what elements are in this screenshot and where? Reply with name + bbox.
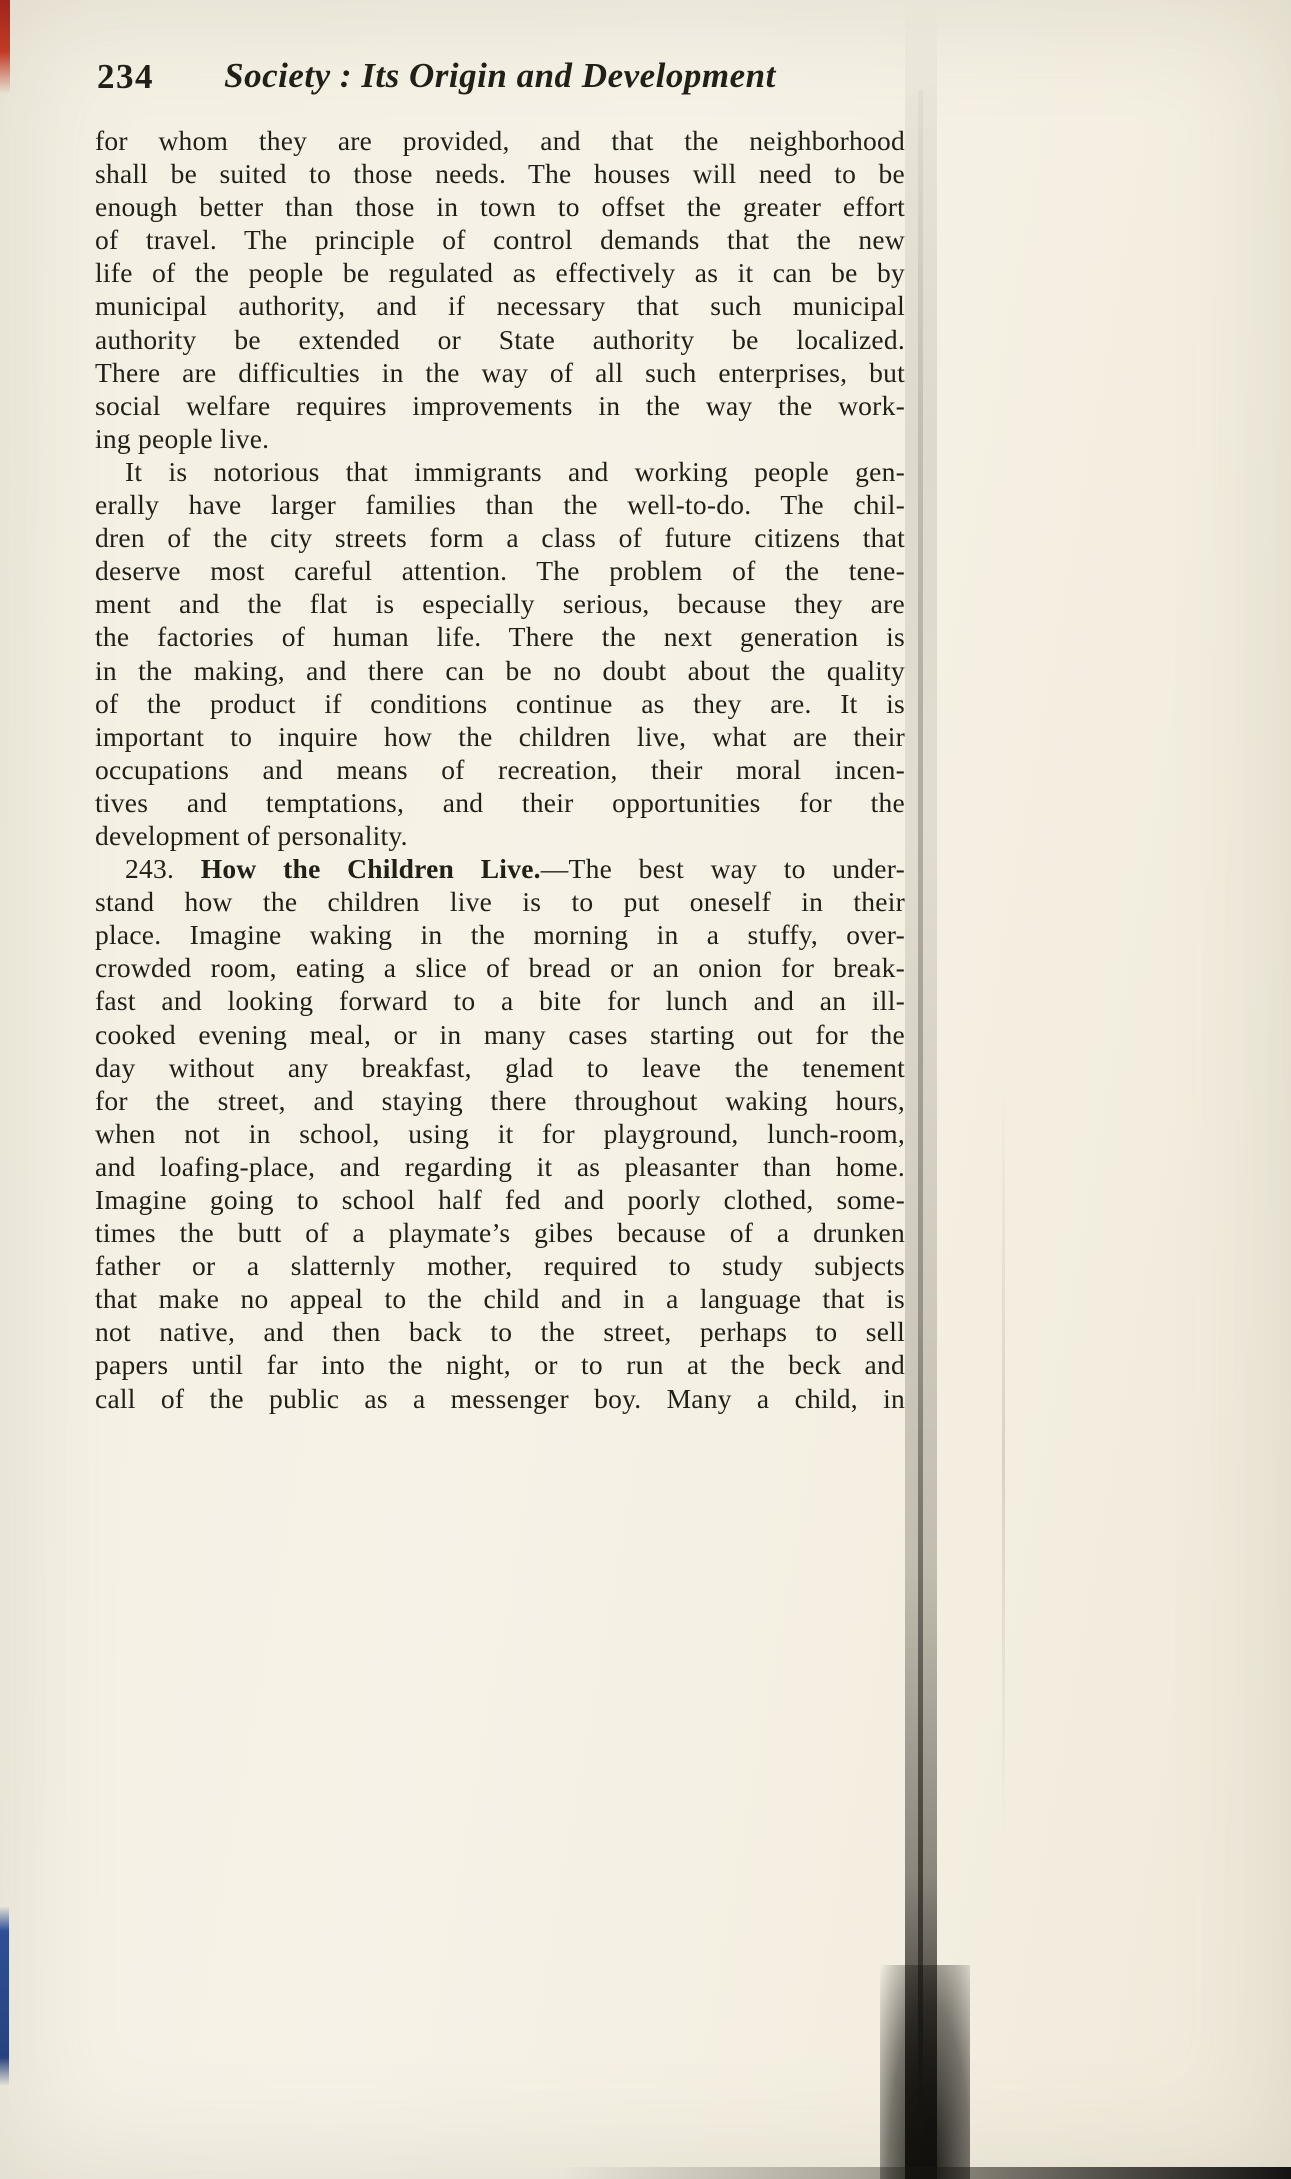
page-header	[95, 56, 905, 104]
text-line: for whom they are provided, and that the neighborhood	[95, 125, 905, 156]
scan-artifact-bottom-edge	[560, 2167, 1291, 2179]
text-line: cooked evening meal, or in many cases starting out for the	[95, 1018, 905, 1050]
text-line: times the butt of a playmate’s gibes because of a drunken	[95, 1217, 905, 1249]
text-line: municipal authority, and if necessary that such municipal	[95, 290, 905, 322]
scan-artifact-edge-line	[918, 90, 923, 2140]
running-title: Society : Its Origin and Development	[224, 56, 776, 95]
text-line: and loafing-place, and regarding it as pleasanter than home.	[95, 1150, 905, 1182]
text-line: in the making, and there can be no doubt about the quality	[95, 654, 905, 686]
scan-artifact-page-edge-shadow	[905, 0, 937, 2179]
text-line: stand how the children live is to put oneself in their	[95, 886, 905, 918]
text-line: Imagine going to school half fed and poorly clothed, some-	[95, 1184, 905, 1215]
text-line: erally have larger families than the well-to-do. The chil-	[95, 489, 905, 521]
text-line: occupations and means of recreation, their moral incen-	[95, 753, 905, 785]
text-line: deserve most careful attention. The problem of the tene-	[95, 555, 905, 587]
text-line: of the product if conditions continue as they are. It is	[95, 687, 905, 719]
text-line: fast and looking forward to a bite for lunch and an ill-	[95, 985, 905, 1017]
scan-artifact-blue-strip	[0, 1906, 9, 2086]
text-line: place. Imagine waking in the morning in a stuffy, over-	[95, 919, 905, 951]
text-line: tives and temptations, and their opportunities for the	[95, 786, 905, 818]
text-block	[95, 124, 905, 1415]
scan-artifact-dark-corner	[880, 1965, 970, 2179]
text-line: shall be suited to those needs. The houses will need to be	[95, 158, 905, 190]
text-line: social welfare requires improvements in the way the work-	[95, 389, 905, 421]
text-line: that make no appeal to the child and in a language that is	[95, 1283, 905, 1315]
text-line: ment and the flat is especially serious, because they are	[95, 588, 905, 620]
text-line: the factories of human life. There the next generation is	[95, 621, 905, 653]
text-line: life of the people be regulated as effectively as it can be by	[95, 257, 905, 289]
text-line: authority be extended or State authority be localized.	[95, 323, 905, 355]
text-line: not native, and then back to the street, perhaps to sell	[95, 1316, 905, 1348]
text-line: enough better than those in town to offset the greater effort	[95, 191, 905, 223]
page-number: 234	[97, 57, 154, 96]
text-line: important to inquire how the children live, what are their	[95, 720, 905, 752]
text-line: when not in school, using it for playground, lunch-room,	[95, 1117, 905, 1149]
text-line: It is notorious that immigrants and working people gen-	[125, 455, 905, 487]
paragraph	[95, 852, 905, 1415]
text-segment: 243.	[125, 853, 201, 885]
text-line: development of personality.	[95, 819, 408, 851]
scan-artifact-margin-streak	[1002, 1080, 1005, 1840]
paragraph	[95, 455, 905, 852]
paragraph	[95, 124, 905, 455]
text-line: father or a slatternly mother, required to study subjects	[95, 1250, 905, 1282]
text-line: of travel. The principle of control demands that the new	[95, 224, 905, 256]
text-line: crowded room, eating a slice of bread or an onion for break-	[95, 952, 905, 984]
scan-artifact-red-strip	[0, 0, 10, 94]
text-line	[95, 852, 905, 885]
text-line: dren of the city streets form a class of future citizens that	[95, 522, 905, 554]
text-line: papers until far into the night, or to run at the beck and	[95, 1349, 905, 1381]
text-line: call of the public as a messenger boy. Many a child, in	[95, 1382, 905, 1414]
text-line: for the street, and staying there throughout waking hours,	[95, 1084, 905, 1116]
text-line: There are difficulties in the way of all such enterprises, but	[95, 356, 905, 388]
section-heading: How the Children Live.	[200, 853, 541, 885]
text-segment: —The best way to under-	[540, 853, 905, 885]
text-line: ing people live.	[95, 422, 270, 454]
text-line: day without any breakfast, glad to leave the tenement	[95, 1051, 905, 1083]
